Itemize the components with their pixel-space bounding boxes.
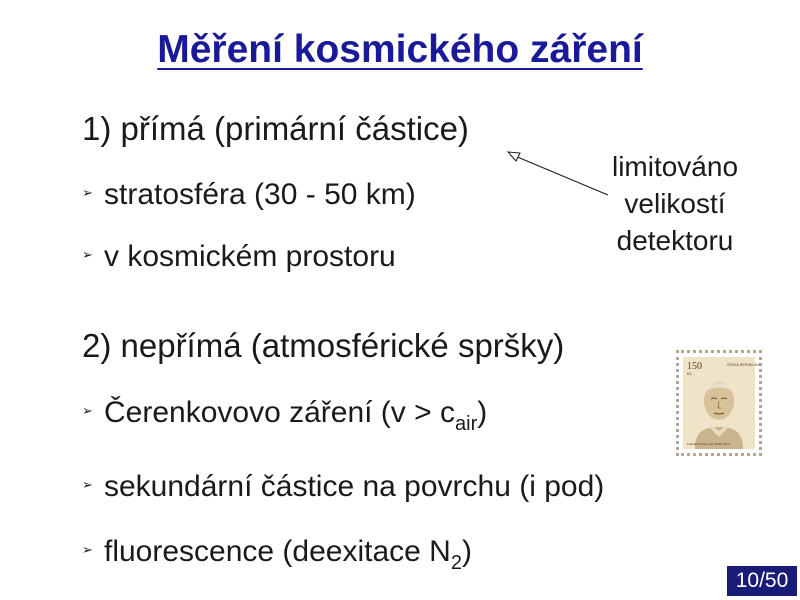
postage-stamp-image bbox=[676, 350, 762, 456]
arrow-head-icon bbox=[508, 152, 520, 161]
stamp-value: 150 bbox=[687, 361, 702, 372]
note-line: limitováno bbox=[611, 151, 739, 182]
note-line: detektoru bbox=[616, 225, 734, 256]
note-line: velikostí bbox=[624, 188, 726, 219]
list-item-text: stratosféra (30 - 50 km) bbox=[104, 178, 416, 211]
stamp-unit: Kč bbox=[687, 371, 692, 376]
list-item-text: v kosmickém prostoru bbox=[104, 240, 396, 273]
section1-heading: 1) přímá (primární částice) bbox=[82, 110, 469, 147]
list-item bbox=[82, 178, 416, 212]
list-item bbox=[82, 396, 488, 435]
detector-limit-note bbox=[590, 148, 760, 259]
bullet-arrow-icon: ➢ bbox=[82, 247, 93, 263]
bullet-arrow-icon: ➢ bbox=[82, 542, 93, 558]
list-item-text: Čerenkovovo záření (v > c bbox=[104, 396, 455, 429]
slide-title: Měření kosmického záření bbox=[157, 28, 643, 71]
stamp-country: ČESKÁ REPUBLIKA bbox=[727, 363, 760, 367]
bullet-arrow-icon: ➢ bbox=[82, 185, 93, 201]
section2-heading: 2) nepřímá (atmosférické spršky) bbox=[82, 327, 565, 364]
list-item-text: sekundární částice na povrchu (i pod) bbox=[104, 470, 605, 503]
bullet-arrow-icon: ➢ bbox=[82, 403, 93, 419]
subscript: 2 bbox=[450, 552, 462, 574]
list-item-text-end: ) bbox=[477, 396, 488, 429]
page-number-badge: 10/50 bbox=[727, 566, 797, 596]
list-item bbox=[82, 240, 396, 274]
list-item-text-end: ) bbox=[461, 535, 472, 568]
bullet-arrow-icon: ➢ bbox=[82, 477, 93, 493]
list-item-text: fluorescence (deexitace N bbox=[104, 535, 451, 568]
list-item bbox=[82, 470, 604, 504]
portrait-icon bbox=[683, 357, 760, 449]
stamp-caption: František Běhounek 1898–1973 bbox=[687, 442, 730, 446]
subscript: air bbox=[455, 413, 478, 435]
list-item bbox=[82, 535, 472, 574]
